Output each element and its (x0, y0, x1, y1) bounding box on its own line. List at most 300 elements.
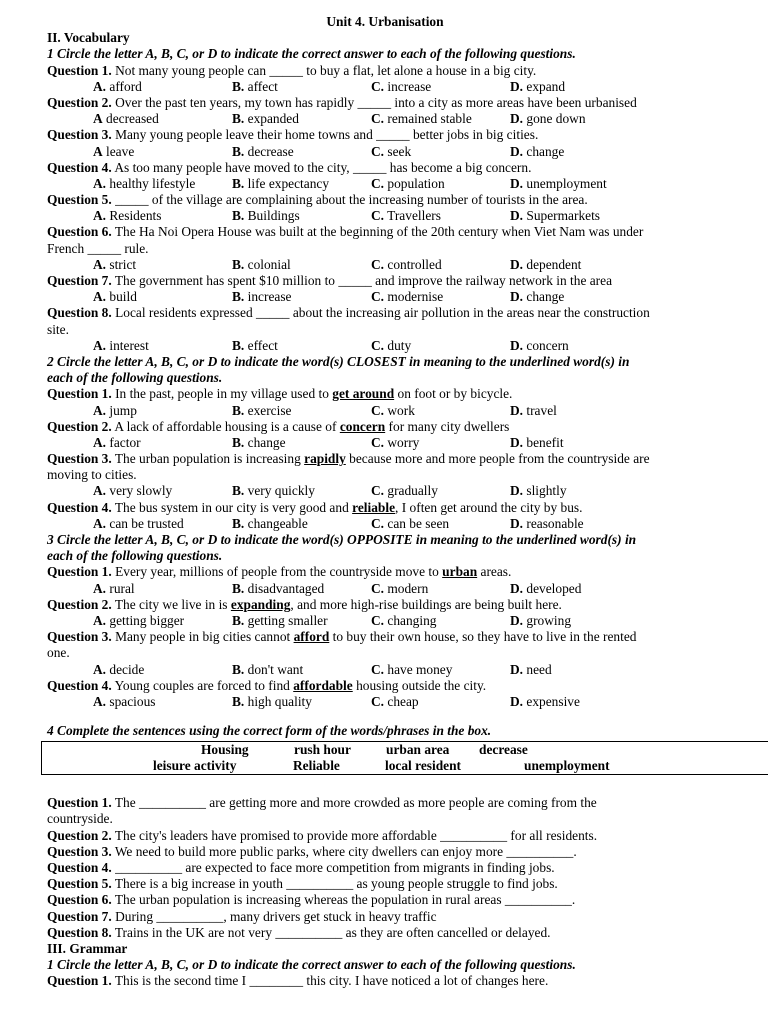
answer-option (510, 516, 584, 532)
option-text: Supermarkets (523, 208, 601, 224)
question-text: The city's leaders have promised to provide more affordable __________ for all residents. (111, 827, 598, 843)
answer-option (232, 581, 324, 597)
option-letter: B. (232, 483, 245, 499)
answer-option (510, 483, 567, 499)
answer-option (93, 483, 172, 499)
word-box (41, 741, 768, 775)
option-letter: A. (93, 434, 107, 450)
answer-option (371, 516, 449, 532)
word-box-item: urban area (386, 742, 450, 758)
question-label: Question 6. (47, 892, 112, 908)
question-text: A lack of affordable housing is a cause of (111, 418, 340, 434)
answer-option (371, 613, 436, 629)
option-letter: D. (510, 289, 524, 305)
option-letter: C. (371, 78, 385, 94)
question-text: , and more high-rise buildings are being built here. (290, 596, 562, 612)
answer-option (232, 613, 328, 629)
option-letter: C. (371, 402, 385, 418)
option-text: have money (384, 661, 453, 677)
option-text: duty (384, 337, 412, 353)
ex2-questions (47, 386, 723, 532)
answer-options (47, 403, 723, 419)
underlined-word: rapidly (304, 451, 346, 467)
question-line (47, 678, 723, 694)
ex3-questions (47, 564, 723, 710)
question-text: because more and more people from the countryside are (345, 451, 650, 467)
option-text: expand (523, 78, 566, 94)
question-label: Question 3. (47, 843, 112, 859)
answer-options (47, 208, 723, 224)
option-text: benefit (523, 434, 564, 450)
option-text: worry (384, 434, 420, 450)
option-letter: D. (510, 402, 524, 418)
question-label: Question 3. (47, 629, 112, 645)
answer-option (93, 694, 156, 710)
answer-options (47, 257, 723, 273)
answer-option (510, 289, 564, 305)
option-text: affect (244, 78, 278, 94)
question-line (47, 305, 723, 321)
option-letter: A. (93, 483, 107, 499)
section-grammar-heading: III. Grammar (47, 940, 128, 956)
option-text: decide (106, 661, 145, 677)
question-continuation: French _____ rule. (47, 240, 149, 256)
question-line (47, 386, 723, 402)
option-text: concern (523, 337, 569, 353)
option-text: effect (244, 337, 278, 353)
ex1-instruction: 1 Circle the letter A, B, C, or D to indicate the correct answer to each of the following questions. (47, 46, 576, 62)
answer-option (371, 403, 415, 419)
answer-option (371, 208, 441, 224)
question-label: Question 4. (47, 677, 112, 693)
option-letter: D. (510, 580, 524, 596)
option-text: change (523, 143, 565, 159)
option-text: remained stable (384, 111, 472, 127)
question-text: The government has spent $10 million to _____ and improve the railway network in the area (111, 273, 613, 288)
option-text: need (523, 661, 552, 677)
option-text: jump (106, 402, 137, 418)
answer-options (47, 483, 723, 499)
option-text: build (106, 289, 137, 305)
option-text: work (384, 402, 415, 418)
option-text: decreased (102, 111, 159, 127)
question-text: housing outside the city. (352, 677, 487, 693)
answer-option (510, 338, 569, 354)
question-label: Question 2. (47, 418, 112, 434)
answer-option (371, 662, 452, 678)
question-label: Question 1. (47, 386, 112, 402)
answer-option (371, 257, 442, 273)
grammar-question (47, 973, 723, 989)
option-letter: B. (232, 693, 245, 709)
question-label: Question 2. (47, 94, 112, 110)
option-letter: C. (371, 111, 385, 127)
question-text: The city we live in is (111, 596, 231, 612)
option-letter: C. (371, 693, 385, 709)
option-letter: A (93, 143, 103, 159)
question-text: During __________, many drivers get stuck in heavy traffic (111, 908, 437, 924)
answer-option (93, 144, 134, 160)
question-line (47, 500, 723, 516)
option-text: very slowly (106, 483, 173, 499)
option-text: high quality (244, 693, 312, 709)
question-label: Question 1. (47, 973, 112, 989)
answer-option (510, 435, 564, 451)
option-letter: A. (93, 661, 107, 677)
question-line (47, 892, 723, 908)
word-box-item: local resident (385, 758, 461, 774)
question-text: In the past, people in my village used to (111, 386, 333, 402)
question-text: The bus system in our city is very good and (111, 499, 353, 515)
answer-option (371, 176, 445, 192)
answer-options (47, 111, 723, 127)
option-text: decrease (244, 143, 294, 159)
answer-option (232, 483, 315, 499)
question-label: Question 3. (47, 451, 112, 467)
question-label: Question 4. (47, 860, 112, 875)
worksheet-page (47, 14, 723, 990)
option-text: slightly (523, 483, 567, 499)
answer-option (510, 144, 564, 160)
option-letter: B. (232, 612, 245, 628)
option-letter: B. (232, 402, 245, 418)
question-continuation: countryside. (47, 811, 113, 827)
option-letter: D. (510, 256, 524, 272)
option-letter: C. (371, 661, 385, 677)
option-letter: B. (232, 143, 245, 159)
option-text: seek (384, 143, 412, 159)
answer-option (510, 176, 607, 192)
ex1-questions (47, 63, 723, 354)
option-text: changeable (244, 515, 308, 531)
option-letter: C. (371, 434, 385, 450)
question-text: We need to build more public parks, where city dwellers can enjoy more __________. (111, 843, 577, 859)
answer-option (232, 403, 292, 419)
option-letter: A (93, 111, 103, 127)
option-letter: C. (371, 337, 385, 353)
answer-option (93, 257, 136, 273)
answer-option (371, 79, 431, 95)
option-text: Buildings (244, 208, 300, 224)
option-letter: C. (371, 208, 385, 224)
question-label: Question 6. (47, 224, 112, 240)
option-letter: C. (371, 175, 385, 191)
question-text: __________ are expected to face more competition from migrants in finding jobs. (111, 860, 555, 875)
question-text: The urban population is increasing (111, 451, 305, 467)
question-label: Question 5. (47, 876, 112, 892)
answer-option (371, 289, 443, 305)
question-line (47, 192, 723, 208)
word-box-item: unemployment (524, 758, 610, 774)
option-text: Residents (106, 208, 162, 224)
option-text: can be trusted (106, 515, 184, 531)
option-text: expanded (244, 111, 299, 127)
option-text: Travellers (384, 208, 441, 224)
answer-options (47, 79, 723, 95)
question-line (47, 909, 723, 925)
question-continuation: moving to cities. (47, 467, 137, 483)
underlined-word: urban (442, 564, 478, 580)
option-letter: B. (232, 208, 245, 224)
question-label: Question 7. (47, 908, 112, 924)
option-letter: B. (232, 289, 245, 305)
answer-option (371, 694, 419, 710)
answer-options (47, 694, 723, 710)
option-text: dependent (523, 256, 582, 272)
answer-option (93, 111, 159, 127)
option-text: don't want (244, 661, 304, 677)
answer-option (510, 79, 565, 95)
question-text: This is the second time I ________ this city. I have noticed a lot of changes here. (111, 973, 549, 989)
answer-options (47, 435, 723, 451)
option-text: gone down (523, 111, 586, 127)
option-letter: C. (371, 580, 385, 596)
answer-options (47, 662, 723, 678)
question-continuation: site. (47, 321, 69, 337)
answer-option (510, 694, 580, 710)
option-letter: B. (232, 256, 245, 272)
answer-option (93, 79, 142, 95)
question-label: Question 3. (47, 127, 112, 143)
answer-options (47, 338, 723, 354)
answer-options (47, 613, 723, 629)
option-letter: B. (232, 661, 245, 677)
option-text: factor (106, 434, 141, 450)
word-box-item: Reliable (293, 758, 340, 774)
underlined-word: get around (332, 386, 395, 402)
option-text: interest (106, 337, 149, 353)
answer-option (510, 581, 581, 597)
question-text: The urban population is increasing whereas the population in rural areas __________. (111, 892, 576, 908)
option-text: increase (384, 78, 432, 94)
answer-option (93, 662, 144, 678)
option-text: unemployment (523, 175, 607, 191)
option-text: afford (106, 78, 142, 94)
option-letter: D. (510, 693, 524, 709)
option-letter: A. (93, 337, 107, 353)
question-text: The __________ are getting more and more crowded as more people are coming from the (111, 795, 597, 811)
answer-options (47, 516, 723, 532)
answer-option (93, 338, 149, 354)
question-line (47, 925, 723, 941)
answer-option (371, 144, 411, 160)
answer-option (510, 257, 581, 273)
question-text: , I often get around the city by bus. (395, 499, 583, 515)
option-text: population (384, 175, 445, 191)
underlined-word: expanding (230, 596, 291, 612)
option-text: expensive (523, 693, 580, 709)
question-label: Question 1. (47, 564, 112, 580)
option-letter: D. (510, 515, 524, 531)
question-line (47, 63, 723, 79)
question-line (47, 451, 723, 467)
question-text: on foot or by bicycle. (394, 386, 513, 402)
answer-option (232, 662, 303, 678)
option-letter: B. (232, 78, 245, 94)
question-text: for many city dwellers (385, 418, 510, 434)
option-letter: C. (371, 289, 385, 305)
answer-option (371, 581, 428, 597)
option-text: gradually (384, 483, 438, 499)
option-letter: A. (93, 402, 107, 418)
option-letter: B. (232, 434, 245, 450)
option-text: can be seen (384, 515, 450, 531)
question-text: _____ of the village are complaining about the increasing number of tourists in the area. (111, 192, 588, 208)
option-letter: A. (93, 515, 107, 531)
question-text: The Ha Noi Opera House was built at the beginning of the 20th century when Viet Nam was under (111, 224, 644, 240)
question-line (47, 419, 723, 435)
option-letter: A. (93, 693, 107, 709)
question-label: Question 4. (47, 159, 112, 175)
answer-option (232, 144, 294, 160)
option-letter: A. (93, 580, 107, 596)
word-box-item: leisure activity (153, 758, 237, 774)
option-letter: A. (93, 78, 107, 94)
ex3-instruction-line1: 3 Circle the letter A, B, C, or D to indicate the word(s) OPPOSITE in meaning to the underlined word(s) in (47, 532, 637, 547)
answer-option (93, 581, 135, 597)
underlined-word: reliable (352, 499, 396, 515)
answer-option (232, 257, 291, 273)
option-text: developed (523, 580, 582, 596)
option-text: modern (384, 580, 429, 596)
option-text: cheap (384, 693, 419, 709)
option-letter: C. (371, 483, 385, 499)
option-text: spacious (106, 693, 156, 709)
option-text: disadvantaged (244, 580, 325, 596)
ex4-instruction: 4 Complete the sentences using the correct form of the words/phrases in the box. (47, 723, 492, 739)
option-letter: D. (510, 337, 524, 353)
answer-option (232, 516, 308, 532)
option-letter: A. (93, 256, 107, 272)
option-letter: D. (510, 483, 524, 499)
option-letter: C. (371, 143, 385, 159)
option-text: very quickly (244, 483, 315, 499)
question-text: Local residents expressed _____ about the increasing air pollution in the areas near the construction (111, 305, 650, 321)
option-text: growing (523, 612, 572, 628)
ex2-instruction-line1: 2 Circle the letter A, B, C, or D to indicate the word(s) CLOSEST in meaning to the underlined word(s) in (47, 353, 630, 369)
option-letter: D. (510, 143, 524, 159)
option-text: change (244, 434, 286, 450)
question-line (47, 127, 723, 143)
question-line (47, 564, 723, 580)
answer-option (371, 483, 438, 499)
question-text: There is a big increase in youth __________ as young people struggle to find jobs. (111, 876, 558, 892)
answer-option (510, 111, 586, 127)
question-line (47, 795, 723, 811)
question-text: to buy their own house, so they have to live in the rented (329, 629, 637, 645)
option-text: reasonable (523, 515, 584, 531)
answer-options (47, 176, 723, 192)
question-label: Question 8. (47, 305, 112, 321)
option-letter: D. (510, 612, 524, 628)
option-letter: A. (93, 289, 107, 305)
underlined-word: concern (339, 418, 386, 434)
question-label: Question 8. (47, 924, 112, 940)
option-letter: C. (371, 256, 385, 272)
option-text: getting smaller (244, 612, 328, 628)
answer-option (510, 662, 552, 678)
option-letter: B. (232, 111, 245, 127)
option-text: changing (384, 612, 437, 628)
question-label: Question 1. (47, 795, 112, 811)
question-text: Not many young people can _____ to buy a flat, let alone a house in a big city. (111, 62, 537, 78)
option-text: exercise (244, 402, 292, 418)
option-letter: B. (232, 515, 245, 531)
ex4-questions (47, 795, 723, 941)
question-continuation: one. (47, 645, 70, 661)
answer-option (93, 613, 184, 629)
section-vocabulary-heading: II. Vocabulary (47, 30, 130, 46)
answer-option (371, 338, 411, 354)
option-letter: A. (93, 208, 107, 224)
question-label: Question 2. (47, 827, 112, 843)
question-line (47, 597, 723, 613)
answer-option (371, 435, 419, 451)
answer-option (93, 403, 137, 419)
option-text: getting bigger (106, 612, 185, 628)
option-letter: D. (510, 434, 524, 450)
answer-options (47, 581, 723, 597)
question-text: Over the past ten years, my town has rapidly _____ into a city as more areas have been urbanised (111, 94, 637, 110)
question-text: Many people in big cities cannot (111, 629, 294, 645)
option-text: leave (102, 143, 135, 159)
question-text: Trains in the UK are not very __________ as they are often cancelled or delayed. (111, 924, 551, 940)
option-text: modernise (384, 289, 444, 305)
option-letter: A. (93, 175, 107, 191)
answer-option (232, 176, 329, 192)
option-letter: B. (232, 175, 245, 191)
option-text: change (523, 289, 565, 305)
option-text: healthy lifestyle (106, 175, 196, 191)
page-title: Unit 4. Urbanisation (326, 14, 444, 29)
question-label: Question 7. (47, 273, 112, 288)
answer-option (232, 435, 286, 451)
option-text: life expectancy (244, 175, 330, 191)
answer-option (93, 208, 161, 224)
underlined-word: afford (293, 629, 330, 645)
option-text: rural (106, 580, 135, 596)
option-letter: C. (371, 515, 385, 531)
question-text: areas. (477, 564, 512, 580)
answer-options (47, 144, 723, 160)
question-text: Young couples are forced to find (111, 677, 294, 693)
option-letter: D. (510, 661, 524, 677)
grammar-instruction: 1 Circle the letter A, B, C, or D to indicate the correct answer to each of the following questions. (47, 957, 576, 973)
answer-option (510, 208, 600, 224)
option-letter: D. (510, 208, 524, 224)
answer-option (371, 111, 472, 127)
answer-option (510, 403, 557, 419)
option-letter: D. (510, 111, 524, 127)
answer-options (47, 289, 723, 305)
question-label: Question 5. (47, 192, 112, 208)
answer-option (232, 111, 299, 127)
answer-option (93, 516, 184, 532)
question-label: Question 4. (47, 499, 112, 515)
answer-option (93, 176, 195, 192)
option-letter: A. (93, 612, 107, 628)
answer-option (232, 79, 278, 95)
question-line (47, 844, 723, 860)
question-line (47, 160, 723, 176)
option-text: strict (106, 256, 137, 272)
option-letter: C. (371, 612, 385, 628)
question-label: Question 2. (47, 596, 112, 612)
word-box-item: Housing (201, 742, 249, 758)
option-letter: B. (232, 337, 245, 353)
question-line (47, 828, 723, 844)
ex2-instruction-line2: each of the following questions. (47, 370, 223, 386)
